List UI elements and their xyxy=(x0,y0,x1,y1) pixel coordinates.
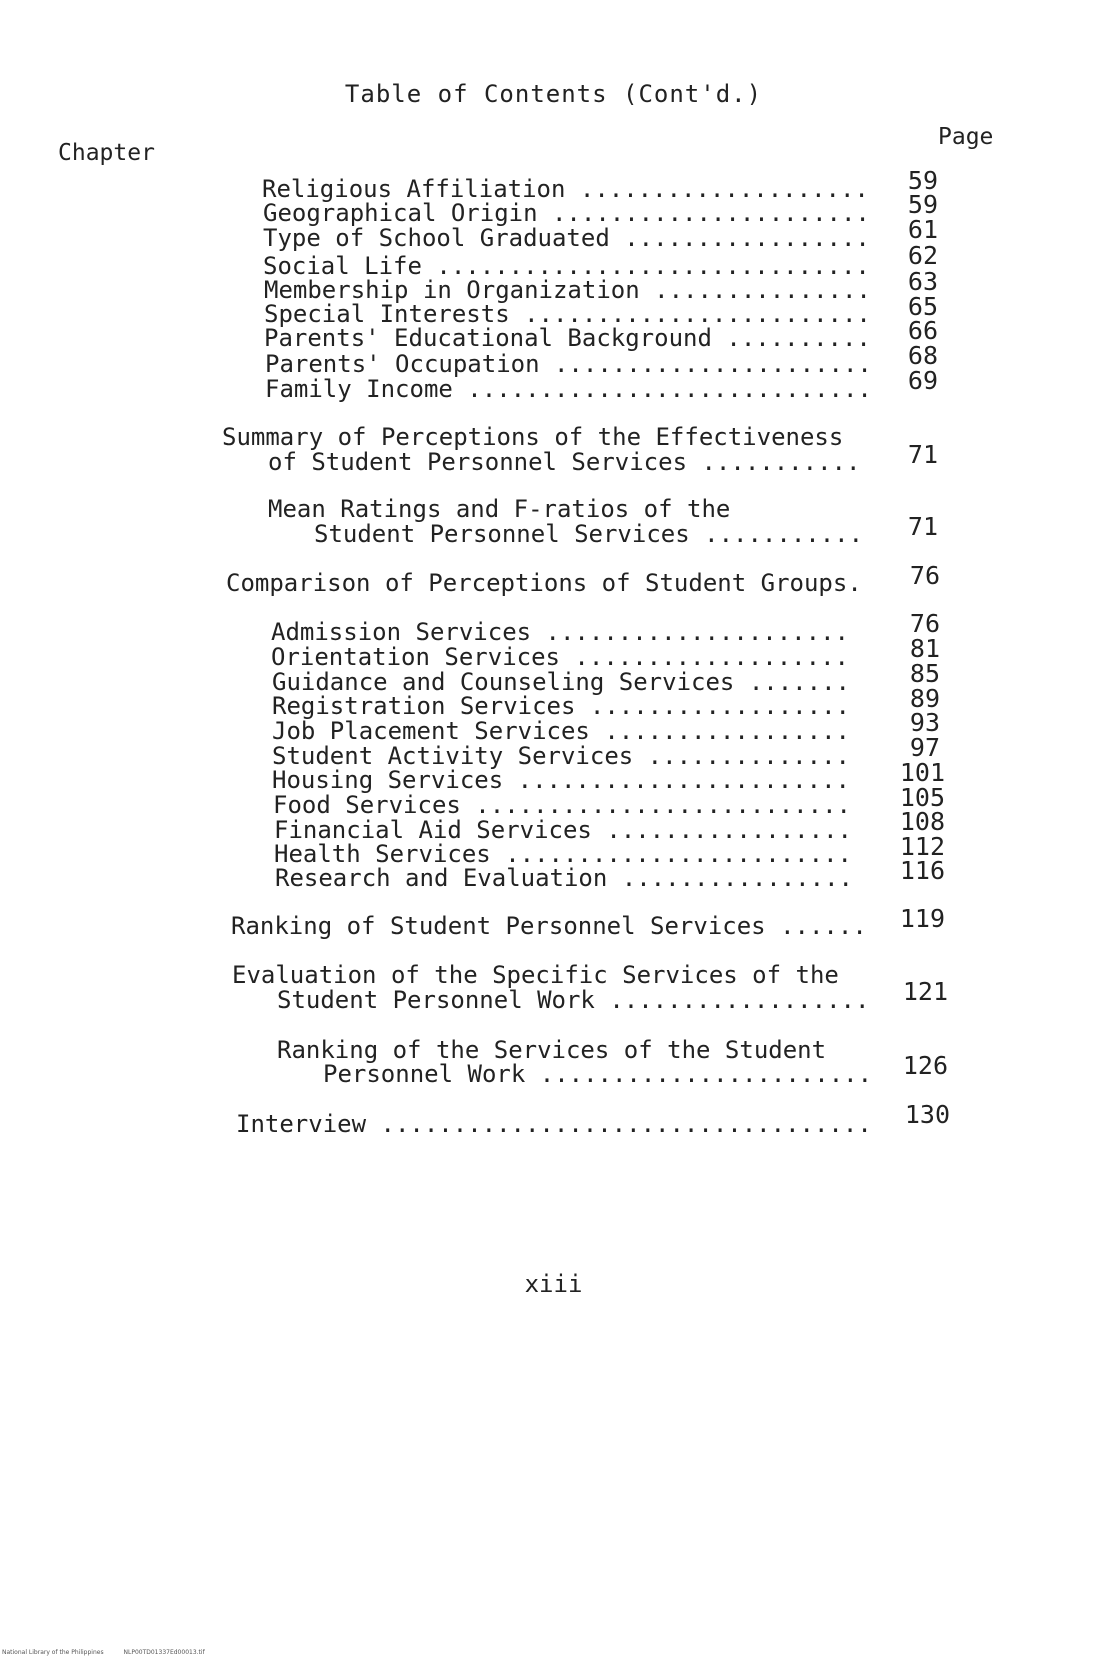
toc-page-number: 76 xyxy=(909,561,940,590)
scan-credit-library: National Library of the Philippines xyxy=(2,1649,104,1656)
toc-entry-membership: Membership in Organization ............... xyxy=(264,276,871,304)
toc-page-number: 66 xyxy=(907,316,938,345)
toc-entry-geographical-origin: Geographical Origin ...................... xyxy=(263,199,870,227)
toc-page-number: 59 xyxy=(907,190,938,219)
toc-entry-social-life: Social Life .............................. xyxy=(263,252,870,280)
toc-page-number: 119 xyxy=(899,904,945,933)
toc-entry-type-of-school: Type of School Graduated ................. xyxy=(263,224,870,252)
toc-entry-evaluation-line2: Student Personnel Work .................. xyxy=(277,986,870,1014)
toc-entry-summary-line1: Summary of Perceptions of the Effectiveness xyxy=(222,423,844,451)
toc-page-number: 116 xyxy=(899,856,945,885)
toc-page-number: 97 xyxy=(909,733,940,762)
toc-entry-admission: Admission Services ..................... xyxy=(271,618,849,646)
toc-page-number: 108 xyxy=(899,807,945,836)
page-column-label: Page xyxy=(938,124,994,150)
toc-entry-special-interests: Special Interests ........................ xyxy=(264,300,871,328)
toc-entry-family-income: Family Income ............................ xyxy=(265,375,872,403)
toc-entry-religious-affiliation: Religious Affiliation .................... xyxy=(262,175,869,203)
toc-entry-parents-education: Parents' Educational Background .......... xyxy=(264,324,871,352)
scan-credit xyxy=(2,1649,223,1656)
chapter-column-label: Chapter xyxy=(58,140,155,166)
toc-entry-ranking-services-line2: Personnel Work ....................... xyxy=(323,1060,873,1088)
toc-entry-research: Research and Evaluation ................ xyxy=(275,864,853,892)
toc-page-number: 69 xyxy=(907,366,938,395)
toc-page-number: 81 xyxy=(909,634,940,663)
toc-page-number: 105 xyxy=(899,783,945,812)
toc-page-number: 89 xyxy=(909,684,940,713)
toc-page-number: 76 xyxy=(909,609,940,638)
toc-page-number: 63 xyxy=(907,267,938,296)
toc-entry-mean-ratings-line1: Mean Ratings and F-ratios of the xyxy=(268,495,731,523)
toc-entry-orientation: Orientation Services ................... xyxy=(271,643,849,671)
scan-credit-file: NLP00TD01337Ed00013.tif xyxy=(123,1649,205,1656)
toc-page-number: 65 xyxy=(907,292,938,321)
toc-entry-guidance: Guidance and Counseling Services ....... xyxy=(272,668,850,696)
toc-page-number: 68 xyxy=(907,341,938,370)
toc-entry-summary-line2: of Student Personnel Services ........... xyxy=(268,448,861,476)
toc-page-number: 112 xyxy=(899,832,945,861)
toc-page-number: 62 xyxy=(907,241,938,270)
toc-page-number: 71 xyxy=(907,512,938,541)
toc-entry-student-activity: Student Activity Services .............. xyxy=(272,742,850,770)
toc-entry-health: Health Services ........................ xyxy=(274,840,852,868)
toc-entry-ranking: Ranking of Student Personnel Services ...... xyxy=(231,912,867,940)
toc-page-number: 93 xyxy=(909,708,940,737)
toc-entry-parents-occupation: Parents' Occupation ...................... xyxy=(265,350,872,378)
toc-entry-mean-ratings-line2: Student Personnel Services ........... xyxy=(314,520,864,548)
toc-entry-food: Food Services .......................... xyxy=(273,791,851,819)
toc-page-number: 101 xyxy=(899,758,945,787)
toc-entry-financial-aid: Financial Aid Services ................. xyxy=(274,816,852,844)
toc-entry-evaluation-line1: Evaluation of the Specific Services of the xyxy=(232,961,839,989)
toc-page-number: 61 xyxy=(907,215,938,244)
toc-entry-comparison: Comparison of Perceptions of Student Groups. xyxy=(226,569,862,597)
toc-page-number: 71 xyxy=(907,440,938,469)
toc-entry-registration: Registration Services .................. xyxy=(272,692,850,720)
toc-entry-job-placement: Job Placement Services ................. xyxy=(272,717,850,745)
toc-page-number: 126 xyxy=(902,1051,948,1080)
toc-entry-ranking-services-line1: Ranking of the Services of the Student xyxy=(277,1036,827,1064)
toc-entry-housing: Housing Services ....................... xyxy=(272,766,850,794)
toc-page-number: 130 xyxy=(904,1100,950,1129)
toc-page-number: 85 xyxy=(909,659,940,688)
toc-entry-interview: Interview .................................. xyxy=(236,1110,872,1138)
toc-page-number: 59 xyxy=(907,166,938,195)
toc-page-number: 121 xyxy=(902,977,948,1006)
page-title: Table of Contents (Cont'd.) xyxy=(344,80,763,108)
page-number-footer: xiii xyxy=(524,1270,583,1298)
